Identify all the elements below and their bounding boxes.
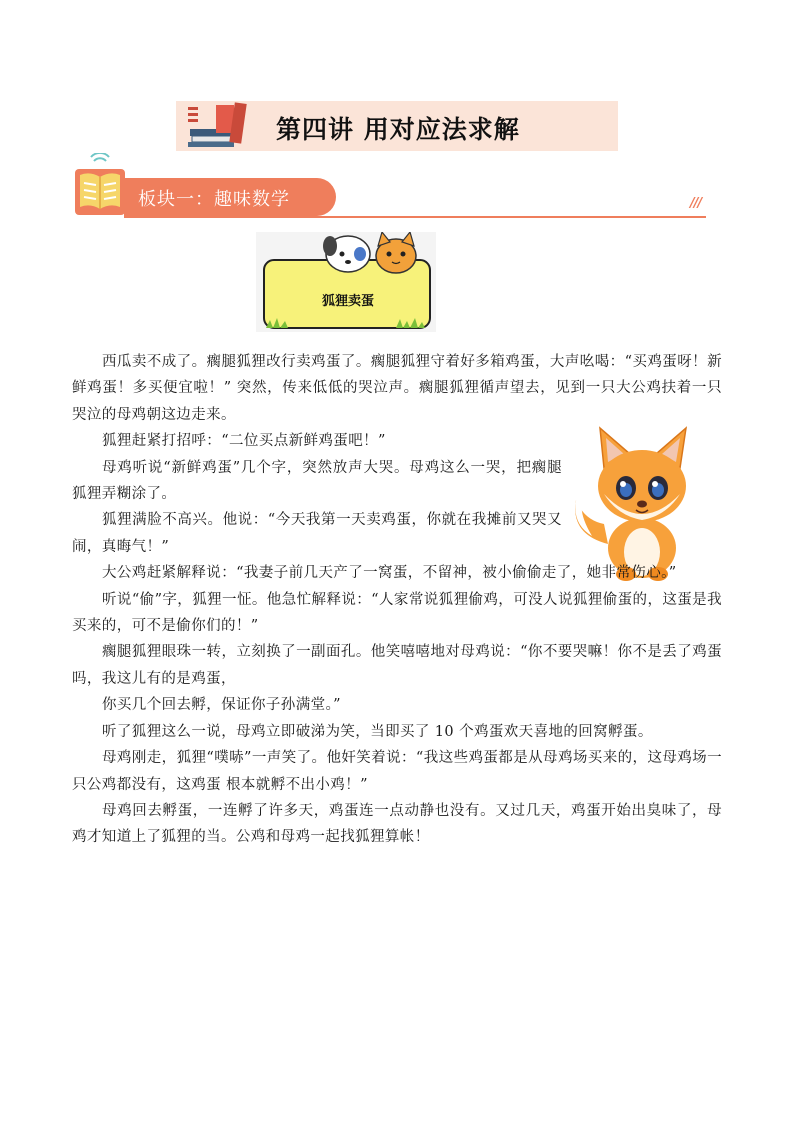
story-paragraph: 听了狐狸这么一说，母鸡立即破涕为笑，当即买了 10 个鸡蛋欢天喜地的回窝孵蛋。 [102, 723, 653, 740]
story-paragraph: 听说“偷”字，狐狸一怔。他急忙解释说：“人家常说狐狸偷鸡，可没人说狐狸偷蛋的，这蛋是我买来的，可不是偷你们的！” [72, 591, 722, 635]
story-paragraph: 母鸡听说“新鲜鸡蛋”几个字，突然放声大哭。母鸡这么一哭，把瘸腿狐狸弄糊涂了。 [72, 459, 562, 503]
story-paragraph: 狐狸满脸不高兴。他说：“今天我第一天卖鸡蛋，你就在我摊前又哭又闹，真晦气！” [72, 512, 562, 555]
story-paragraph: 大公鸡赶紧解释说：“我妻子前几天产了一窝蛋，不留神，被小偷偷走了，她非常伤心。” [102, 565, 677, 582]
section-title: 板块一：趣味数学 [138, 189, 290, 210]
story-paragraph: 瘸腿狐狸眼珠一转，立刻换了一副面孔。他笑嘻嘻地对母鸡说：“你不要哭嘛！你不是丢了鸡蛋吗，我这儿有的是鸡蛋， [72, 644, 722, 687]
section-divider [124, 216, 706, 218]
section-slashes: /// [690, 196, 702, 211]
story-paragraph: 母鸡刚走，狐狸“噗哧”一声笑了。他奸笑着说：“我这些鸡蛋都是从母鸡场买来的，这母鸡场一只公鸡都没有，这鸡蛋 根本就孵不出小鸡！” [72, 750, 722, 793]
story-paragraph: 你买几个回去孵，保证你子孙满堂。” [102, 697, 341, 714]
story-title: 狐狸卖蛋 [321, 294, 374, 309]
story-paragraph: 狐狸赶紧打招呼：“二位买点新鲜鸡蛋吧！” [102, 433, 386, 450]
page-title: 第四讲 用对应法求解 [276, 115, 520, 144]
story-paragraph: 母鸡回去孵蛋，一连孵了许多天，鸡蛋连一点动静也没有。又过几天，鸡蛋开始出臭味了，母鸡才知道上了狐狸的当。公鸡和母鸡一起找狐狸算帐！ [72, 802, 722, 846]
story-paragraph: 西瓜卖不成了。瘸腿狐狸改行卖鸡蛋了。瘸腿狐狸守着好多箱鸡蛋，大声吆喝：“买鸡蛋呀！新鲜鸡蛋！多买便宜啦！” 突然，传来低低的哭泣声。瘸腿狐狸循声望去，见到一只大公鸡扶着一只哭泣的母鸡朝这边走来。 [72, 354, 722, 423]
books-icon [186, 99, 248, 149]
story-sign-illustration [256, 232, 436, 332]
story-body [72, 349, 722, 851]
open-book-icon [72, 153, 128, 219]
